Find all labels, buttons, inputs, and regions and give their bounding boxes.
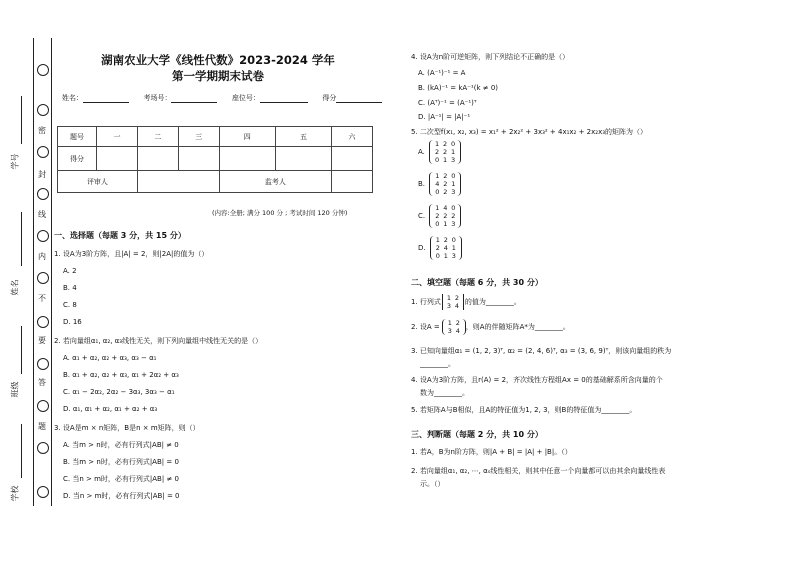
option: B. 当m > n时，必有行列式|AB| = 0	[63, 458, 179, 466]
judge-question: 1. 若A，B为n阶方阵，则|A + B| = |A| + |B|。（）	[411, 448, 572, 456]
exam-room-field[interactable]	[171, 94, 217, 103]
score-field[interactable]	[336, 94, 382, 103]
question-stem: 5. 二次型f(x₁, x₂, x₃) = x₁² + 2x₂² + 3x₃² + 4x₁x₂ + 2x₂x₃的矩阵为（）	[411, 128, 648, 136]
score-cell[interactable]	[137, 147, 178, 171]
seal-char: 要	[35, 336, 49, 346]
binding-hole	[37, 400, 49, 412]
score-cell[interactable]	[97, 147, 138, 171]
matrix: 1 4 0 2 2 2 0 1 3	[429, 204, 461, 228]
binding-hole	[37, 442, 49, 454]
binding-hole	[37, 146, 49, 158]
seal-char: 封	[35, 170, 49, 180]
matrix-option	[418, 204, 461, 228]
option-label: A.	[418, 148, 425, 156]
option: A. 2	[63, 267, 77, 275]
seal-char: 答	[35, 378, 49, 388]
question-stem: 3. 设A是m × n矩阵，B是n × m矩阵，则（）	[54, 424, 200, 432]
fill-question: 1. 行列式 1 2 3 4 的值为________。	[411, 294, 521, 310]
option-label: C.	[418, 212, 426, 220]
proctor-cell[interactable]	[332, 171, 373, 193]
seal-char: 线	[35, 210, 49, 220]
judge-question: 2. 若向量组α₁, α₂, ⋯, αₛ线性相关，则其中任意一个向量都可以由其余向量线性表	[411, 467, 666, 475]
fill-question-cont: ________。	[420, 360, 455, 368]
proctor-label: 监考人	[219, 171, 331, 193]
exam-note: (内容:全册; 满分 100 分 ; 考试时间 120 分钟)	[212, 209, 348, 217]
option: B. 4	[63, 284, 77, 292]
section-heading: 一、选择题（每题 3 分，共 15 分）	[54, 231, 186, 240]
option: D. |A⁻¹| = |A|⁻¹	[418, 113, 471, 121]
score-cell[interactable]	[219, 147, 275, 171]
option: C. (Aᵀ)⁻¹ = (A⁻¹)ᵀ	[418, 99, 477, 107]
option: A. 当m > n时，必有行列式|AB| ≠ 0	[63, 441, 179, 449]
seal-char: 密	[35, 126, 49, 136]
school-blank	[21, 424, 22, 478]
seal-char: 内	[35, 252, 49, 262]
section-heading: 三、判断题（每题 2 分，共 10 分）	[411, 430, 543, 439]
score-cell[interactable]	[332, 147, 373, 171]
score-label: 得分	[322, 94, 337, 102]
fill-question-cont: 数为________。	[420, 389, 469, 397]
matrix: 1 2 0 4 2 1 0 2 3	[429, 172, 461, 196]
class-label: 班级	[10, 381, 20, 398]
binding-hole	[37, 358, 49, 370]
student-id-blank	[21, 96, 22, 144]
option-label: B.	[418, 180, 426, 188]
score-table-header: 二	[137, 127, 178, 147]
score-table-header: 四	[219, 127, 275, 147]
name-field-label: 姓名：	[62, 94, 83, 102]
option: C. α₁ − 2α₂, 2α₂ − 3α₃, 3α₃ − α₁	[63, 388, 175, 396]
fill-question: 3. 已知向量组α₁ = (1, 2, 3)ᵀ, α₂ = (2, 4, 6)ᵀ, α₃ = (3, 6, 9)ᵀ，则该向量组的秩为	[411, 347, 672, 355]
fill-question: 5. 若矩阵A与B相似，且A的特征值为1, 2, 3，则B的特征值为________。	[411, 406, 637, 414]
name-label: 姓名	[10, 279, 20, 296]
name-blank	[21, 212, 22, 266]
binding-hole	[37, 272, 49, 284]
score-table-header: 一	[97, 127, 138, 147]
fill-question: 4. 设A为3阶方阵，且r(A) = 2，齐次线性方程组Ax = 0的基础解系所含向量的个	[411, 376, 663, 384]
option: D. α₁, α₁ + α₂, α₁ + α₂ + α₃	[63, 405, 158, 413]
binding-hole	[37, 188, 49, 200]
binding-hole	[37, 104, 49, 116]
question-stem: 4. 设A为n阶可逆矩阵，则下列结论不正确的是（）	[411, 53, 570, 61]
score-table-header: 三	[178, 127, 219, 147]
matrix-option	[418, 140, 461, 164]
judge-question-cont: 示。（）	[420, 480, 445, 488]
score-cell[interactable]	[178, 147, 219, 171]
name-field[interactable]	[83, 94, 129, 103]
grader-label: 评审人	[58, 171, 138, 193]
matrix-option	[418, 236, 462, 260]
margin-line-right	[51, 38, 52, 506]
exam-room-label: 考场号：	[143, 94, 172, 102]
matrix: 1 2 3 4	[442, 319, 466, 335]
binding-hole	[37, 486, 49, 498]
question-stem: 1. 设A为3阶方阵，且|A| = 2，则|2A|的值为（）	[54, 250, 209, 258]
option: C. 8	[63, 301, 77, 309]
option-label: D.	[418, 244, 426, 252]
matrix-option	[418, 172, 461, 196]
school-label: 学校	[10, 485, 20, 502]
option: A. (A⁻¹)⁻¹ = A	[418, 69, 466, 77]
seat-field[interactable]	[260, 94, 308, 103]
seal-char: 题	[35, 422, 49, 432]
student-info-row	[62, 93, 382, 103]
seal-char: 不	[35, 294, 49, 304]
seat-label: 座位号：	[231, 94, 260, 102]
student-id-label: 学号	[10, 153, 20, 170]
score-table-header: 题号	[58, 127, 97, 147]
option: B. (kA)⁻¹ = kA⁻¹(k ≠ 0)	[418, 84, 499, 92]
margin-line-left	[33, 38, 34, 506]
binding-hole	[37, 230, 49, 242]
binding-hole	[37, 316, 49, 328]
option: C. 当n > m时，必有行列式|AB| ≠ 0	[63, 475, 179, 483]
option: D. 当n > m时，必有行列式|AB| = 0	[63, 492, 180, 500]
fill-question: 2. 设A = 1 2 3 4 ，则A的伴随矩阵A*为________。	[411, 319, 570, 335]
grader-cell[interactable]	[137, 171, 219, 193]
exam-title: 湖南农业大学《线性代数》2023-2024 学年	[101, 53, 335, 67]
section-heading: 二、填空题（每题 6 分，共 30 分）	[411, 278, 543, 287]
option: D. 16	[63, 318, 82, 326]
score-table	[57, 126, 373, 193]
score-row-label: 得分	[58, 147, 97, 171]
question-stem: 2. 若向量组α₁, α₂, α₃线性无关，则下列向量组中线性无关的是（）	[54, 337, 263, 345]
score-table-header: 六	[332, 127, 373, 147]
option: A. α₁ + α₂, α₂ + α₃, α₃ − α₁	[63, 354, 157, 362]
matrix: 1 2 0 2 4 1 0 1 3	[430, 236, 462, 260]
option: B. α₁ + α₂, α₂ + α₃, α₁ + 2α₂ + α₃	[63, 371, 179, 379]
determinant: 1 2 3 4	[442, 294, 464, 310]
score-table-header: 五	[275, 127, 331, 147]
class-blank	[21, 326, 22, 374]
exam-subtitle: 第一学期期末试卷	[172, 69, 264, 83]
matrix: 1 2 0 2 2 1 0 1 3	[429, 140, 461, 164]
score-cell[interactable]	[275, 147, 331, 171]
